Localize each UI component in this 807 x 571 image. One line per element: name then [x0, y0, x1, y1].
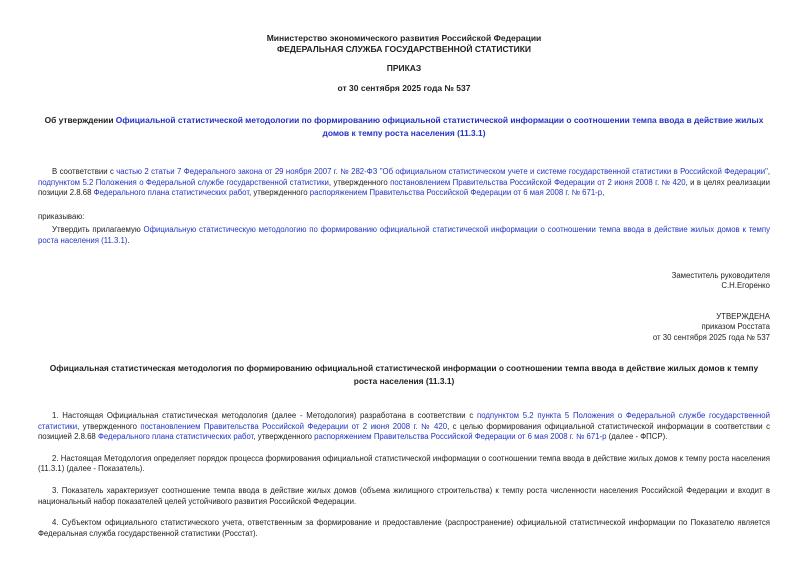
preamble-paragraph [38, 167, 770, 199]
text-segment: , утвержденного [77, 421, 141, 431]
text-segment: 1. Настоящая Официальная статистическая методология (далее - Методология) разработана в соответствии с [52, 411, 477, 421]
text-segment: 4. Субъектом официального статистического учета, ответственным за формирование и предоставление (распространение) официальной статистической информации по Показателю является Федеральная служба государственной статистики (Росстат). [38, 518, 770, 538]
document-link[interactable]: частью 2 статьи 7 Федерального закона от 29 ноября 2007 г. № 282-ФЗ "Об официальном статистическом учете и системе государственной статистики в Российской Федерации" [116, 167, 768, 176]
ministry-line: Министерство экономического развития Российской Федерации [266, 33, 542, 43]
text-segment: Об утверждении [44, 115, 116, 125]
text-segment: 2. Настоящая Методология определяет порядок процесса формирования официальной статистической информации о соотношении темпа ввода в действие жилых домов к темпу роста населения (11.3.1) (далее - Показатель). [38, 453, 770, 474]
approval-block [38, 312, 770, 344]
text-segment: , [602, 188, 605, 198]
order-paragraph [38, 225, 770, 246]
doc-type: ПРИКАЗ [386, 63, 422, 73]
document-link[interactable]: подпунктом 5.2 пункта 5 Положения о Федеральной службе государственной статистики [38, 411, 770, 431]
approval-date: от 30 сентября 2025 года № 537 [652, 332, 770, 342]
doc-number-date: от 30 сентября 2025 года № 537 [337, 82, 471, 93]
text-segment: , утвержденного [253, 432, 315, 442]
body-paragraph-1 [38, 411, 770, 443]
order-word: приказываю: [38, 211, 85, 221]
text-segment: , с целью формирования официальной статистической информации в соответствии с позицией 2.8.68 [38, 421, 770, 442]
document-link[interactable]: распоряжением Правительства Российской Федерации от 6 мая 2008 г. № 671-р [314, 432, 607, 442]
text-segment: 3. Показатель характеризует соотношение темпа ввода в действие жилых домов (объема жилищного строительства) к темпу роста численности населения Российской Федерации и входит в национальный набор показателей целей устойчивого развития Российской Федерации. [38, 486, 770, 506]
document-link[interactable]: Федерального плана статистических работ [97, 432, 254, 442]
doc-title [38, 114, 770, 140]
text-segment: , утвержденного [328, 177, 391, 187]
text-segment: , [767, 167, 771, 176]
text-segment: . [127, 235, 130, 245]
text-segment: Утвердить прилагаемую [52, 225, 144, 235]
text-segment: , и в целях реализации позиции 2.8.68 [38, 177, 770, 198]
text-segment: (далее - ФПСР). [606, 432, 668, 442]
body-paragraph-3 [38, 486, 770, 507]
document-link[interactable]: подпунктом 5.2 Положения о Федеральной службе государственной статистики [38, 177, 329, 187]
document-link[interactable]: постановлением Правительства Российской Федерации от 2 июня 2008 г. № 420 [140, 421, 448, 431]
signature-position: Заместитель руководителя [671, 270, 770, 280]
document-link[interactable]: Федерального плана статистических работ [93, 188, 250, 198]
body-paragraph-2 [38, 454, 770, 475]
body-paragraph-4 [38, 518, 770, 539]
approval-by: приказом Росстата [701, 322, 770, 332]
approval-stamp: УТВЕРЖДЕНА [716, 311, 770, 321]
signature-block [38, 271, 770, 292]
document-link[interactable]: Официальной статистической методологии по формированию официальной статистической информации о соотношении темпа ввода в действие жилых домов к темпу роста населения (11.3.1) [115, 115, 764, 138]
text-segment: В соответствии с [52, 167, 117, 176]
methodology-title: Официальная статистическая методология по формированию официальной статистической информации о соотношении темпа ввода в действие жилых домов к темпу роста населения (11.3.1) [49, 363, 759, 387]
agency-line: ФЕДЕРАЛЬНАЯ СЛУЖБА ГОСУДАРСТВЕННОЙ СТАТИСТИКИ [276, 43, 532, 54]
body-paragraphs [38, 411, 770, 539]
signature-name: С.Н.Егоренко [721, 281, 770, 291]
document-link[interactable]: постановлением Правительства Российской Федерации от 2 июня 2008 г. № 420 [390, 177, 686, 187]
doc-header [38, 33, 770, 93]
document-link[interactable]: Официальную статистическую методологию по формированию официальной статистической информации о соотношении темпа ввода в действие жилых домов к темпу роста населения (11.3.1) [38, 225, 770, 245]
document-link[interactable]: распоряжением Правительства Российской Федерации от 6 мая 2008 г. № 671-р [309, 188, 603, 198]
text-segment: , утвержденного [249, 188, 310, 198]
